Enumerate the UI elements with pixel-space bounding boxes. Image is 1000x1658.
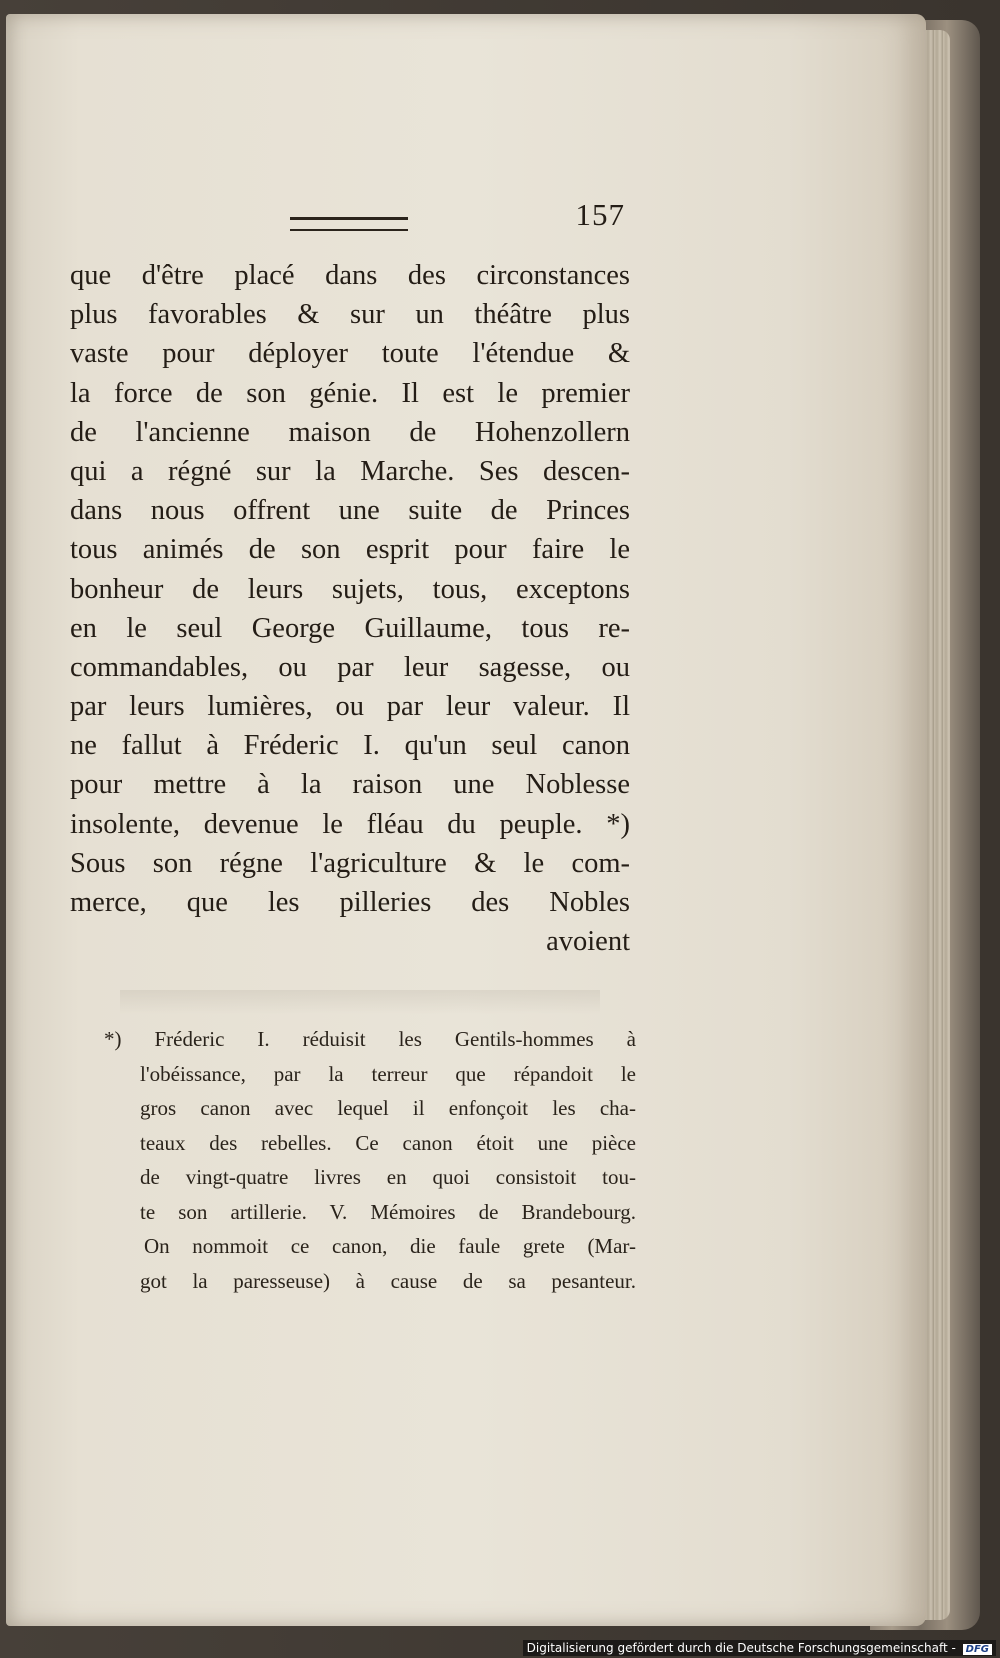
footnote-line: de vingt-quatre livres en quoi consistoit tou- (140, 1165, 636, 1189)
text-line: bonheur de leurs sujets, tous, exceptons (70, 573, 630, 605)
text-line: qui a régné sur la Marche. Ses descen- (70, 455, 630, 487)
text-line: dans nous offrent une suite de Princes (70, 495, 630, 527)
bleed-through-shadow (120, 990, 600, 1014)
page-header (285, 197, 625, 245)
header-rule (290, 217, 408, 231)
footnote-line: te son artillerie. V. Mémoires de Brandebourg. (140, 1199, 636, 1224)
text-line: insolente, devenue le fléau du peuple. *) (70, 808, 630, 840)
text-line: vaste pour déployer toute l'étendue & (70, 338, 630, 370)
credit-text: Digitalisierung gefördert durch die Deutsche Forschungsgemeinschaft - (526, 1641, 956, 1655)
text-line: merce, que les pilleries des Nobles (70, 887, 630, 918)
text-line: en le seul George Guillaume, tous re- (70, 612, 630, 644)
footnote-line: gros canon avec lequel il enfonçoit les cha- (140, 1096, 636, 1120)
digitization-credit (523, 1640, 996, 1656)
text-line: commandables, ou par leur sagesse, ou (70, 651, 630, 683)
dfg-logo: DFG (963, 1644, 992, 1655)
text-line: ne fallut à Fréderic I. qu'un seul canon (70, 730, 630, 762)
text-line: par leurs lumières, ou par leur valeur. Il (70, 691, 630, 723)
text-line: la force de son génie. Il est le premier (70, 377, 630, 409)
text-line: tous animés de son esprit pour faire le (70, 534, 630, 566)
footnote-line: On nommoit ce canon, die faule grete (Mar- (144, 1234, 636, 1258)
footnote (104, 1022, 636, 1298)
page-number: 157 (575, 197, 625, 232)
footnote-line: teaux des rebelles. Ce canon étoit une pièce (140, 1130, 636, 1155)
text-line: que d'être placé dans des circonstances (70, 260, 630, 291)
footnote-line: *) Fréderic I. réduisit les Gentils-hommes à (104, 1027, 636, 1051)
main-text (70, 256, 630, 961)
catchword: avoient (546, 926, 630, 958)
text-line: de l'ancienne maison de Hohenzollern (70, 416, 630, 448)
text-line: plus favorables & sur un théâtre plus (70, 299, 630, 331)
footnote-line: l'obéissance, par la terreur que répandoit le (140, 1061, 636, 1086)
footnote-line: got la paresseuse) à cause de sa pesanteur. (140, 1268, 636, 1293)
text-line: Sous son régne l'agriculture & le com- (70, 847, 630, 879)
text-line: pour mettre à la raison une Noblesse (70, 769, 630, 801)
